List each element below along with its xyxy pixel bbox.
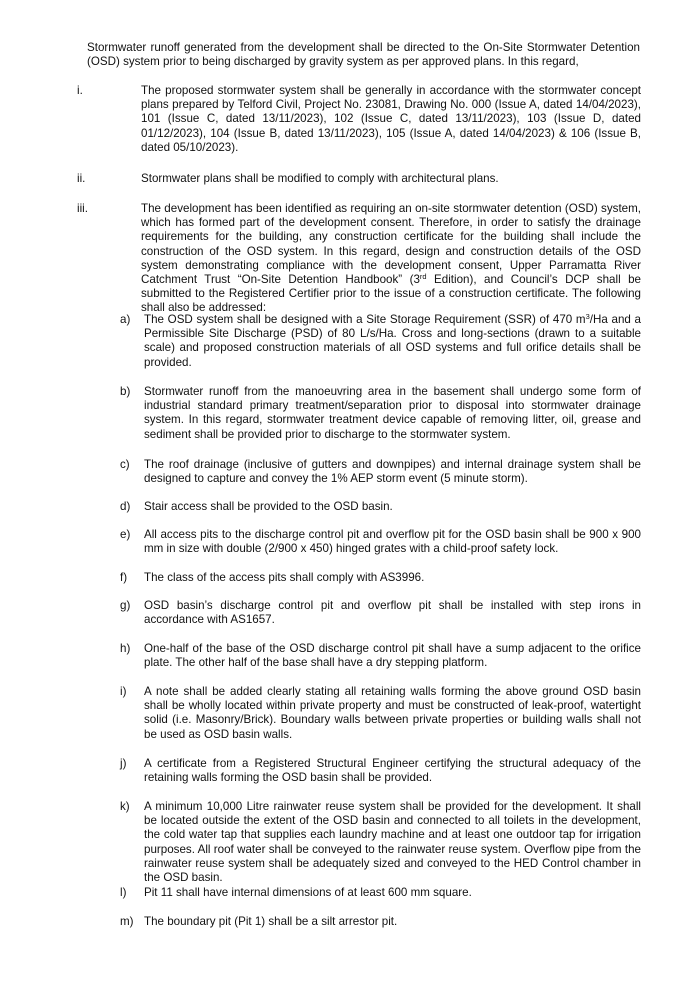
alpha-marker-i: i)	[120, 685, 127, 698]
alpha-item-l: Pit 11 shall have internal dimensions of at least 600 mm square.	[144, 886, 472, 899]
alpha-item-k: A minimum 10,000 Litre rainwater reuse system shall be provided for the development. It shall be located outside the extent of the OSD basin and connected to all toilets in the development, the cold water tap that supplies each laundry machine and at least one outdoor tap for irrigation purposes. All roof water shall be conveyed to the rainwater reuse system. Overflow pipe from the rainwater reuse system shall be adequately sized and conveyed to the HED Control chamber in the OSD basin.	[144, 800, 641, 885]
alpha-marker-k: k)	[120, 800, 130, 813]
alpha-item-m: The boundary pit (Pit 1) shall be a silt arrestor pit.	[144, 915, 398, 928]
roman-item-i: The proposed stormwater system shall be generally in accordance with the stormwater concept plans prepared by Telford Civil, Project No. 23081, Drawing No. 000 (Issue A, dated 14/04/2023), 101 (Issue C, dated 13/11/2023), 102 (Issue C, dated 13/11/2023), 103 (Issue D, dated 01/12/2023), 104 (Issue B, dated 13/11/2023), 105 (Issue A, dated 14/04/2023) & 106 (Issue B, dated 05/10/2023).	[141, 84, 641, 154]
alpha-item-a-text-a: The OSD system shall be designed with a Site Storage Requirement (SSR) of 470 m	[144, 313, 586, 326]
alpha-item-j: A certificate from a Registered Structural Engineer certifying the structural adequacy of the retaining walls forming the OSD basin shall be provided.	[144, 757, 641, 785]
roman-item-iii-text-b: Edition), and Council’s DCP shall be submitted to the Registered Certifier prior to the issue of a construction certificate. The following shall also be addressed:	[141, 273, 641, 315]
alpha-item-a-sup: 3	[585, 312, 590, 321]
alpha-marker-e: e)	[120, 528, 131, 541]
roman-item-iii-sup: rd	[419, 272, 427, 282]
intro-paragraph: Stormwater runoff generated from the development shall be directed to the On-Site Stormwater Detention (OSD) system prior to being discharged by gravity system as per approved plans. In this regard,	[87, 41, 640, 69]
roman-item-ii: Stormwater plans shall be modified to comply with architectural plans.	[141, 172, 499, 185]
alpha-marker-d: d)	[120, 500, 131, 513]
alpha-item-h: One-half of the base of the OSD discharge control pit shall have a sump adjacent to the orifice plate. The other half of the base shall have a dry stepping platform.	[144, 642, 641, 670]
roman-marker-iii: iii.	[77, 202, 88, 215]
alpha-item-d: Stair access shall be provided to the OSD basin.	[144, 500, 393, 513]
alpha-marker-l: l)	[120, 886, 127, 899]
roman-marker-i: i.	[77, 84, 83, 97]
alpha-marker-g: g)	[120, 599, 131, 612]
alpha-item-f: The class of the access pits shall comply with AS3996.	[144, 571, 425, 584]
roman-marker-ii: ii.	[77, 172, 86, 185]
alpha-marker-m: m)	[120, 915, 134, 928]
alpha-item-c: The roof drainage (inclusive of gutters and downpipes) and internal drainage system shall be designed to capture and convey the 1% AEP storm event (5 minute storm).	[144, 458, 641, 486]
alpha-marker-b: b)	[120, 385, 131, 398]
alpha-marker-f: f)	[120, 571, 128, 584]
alpha-item-a-text-b: /Ha and a Permissible Site Discharge (PSD) of 80 L/s/Ha. Cross and long-sections (drawn to a suitable scale) and proposed construction materials of all OSD systems and full orifice details shall be provided.	[144, 313, 641, 369]
roman-item-iii-text-a: The development has been identified as requiring an on-site stormwater detention (OSD) system, which has formed part of the development consent. Therefore, in order to satisfy the drainage requirements for the building, any construction certificate for the building shall include the construction of the OSD system. In this regard, design and construction details of the OSD system demonstrating compliance with the development consent, Upper Parramatta River Catchment Trust “On-Site Detention Handbook” (3	[141, 202, 641, 287]
alpha-marker-c: c)	[120, 458, 130, 471]
roman-item-iii	[141, 202, 641, 316]
alpha-item-g: OSD basin’s discharge control pit and overflow pit shall be installed with step irons in accordance with AS1657.	[144, 599, 641, 627]
alpha-item-b: Stormwater runoff from the manoeuvring area in the basement shall undergo some form of industrial standard primary treatment/separation prior to disposal into stormwater drainage system. In this regard, stormwater treatment device capable of removing litter, oil, grease and sediment shall be provided prior to discharge to the stormwater system.	[144, 385, 641, 441]
alpha-item-a	[144, 313, 641, 370]
alpha-marker-j: j)	[120, 757, 127, 770]
alpha-item-e: All access pits to the discharge control pit and overflow pit for the OSD basin shall be 900 x 900 mm in size with double (2/900 x 450) hinged grates with a child-proof safety lock.	[144, 528, 641, 556]
alpha-marker-h: h)	[120, 642, 131, 655]
alpha-item-i: A note shall be added clearly stating all retaining walls forming the above ground OSD basin shall be wholly located within private property and must be constructed of leak-proof, watertight solid (i.e. Masonry/Brick). Boundary walls between private properties or building walls shall not be used as OSD basin walls.	[144, 685, 641, 741]
alpha-marker-a: a)	[120, 313, 131, 326]
